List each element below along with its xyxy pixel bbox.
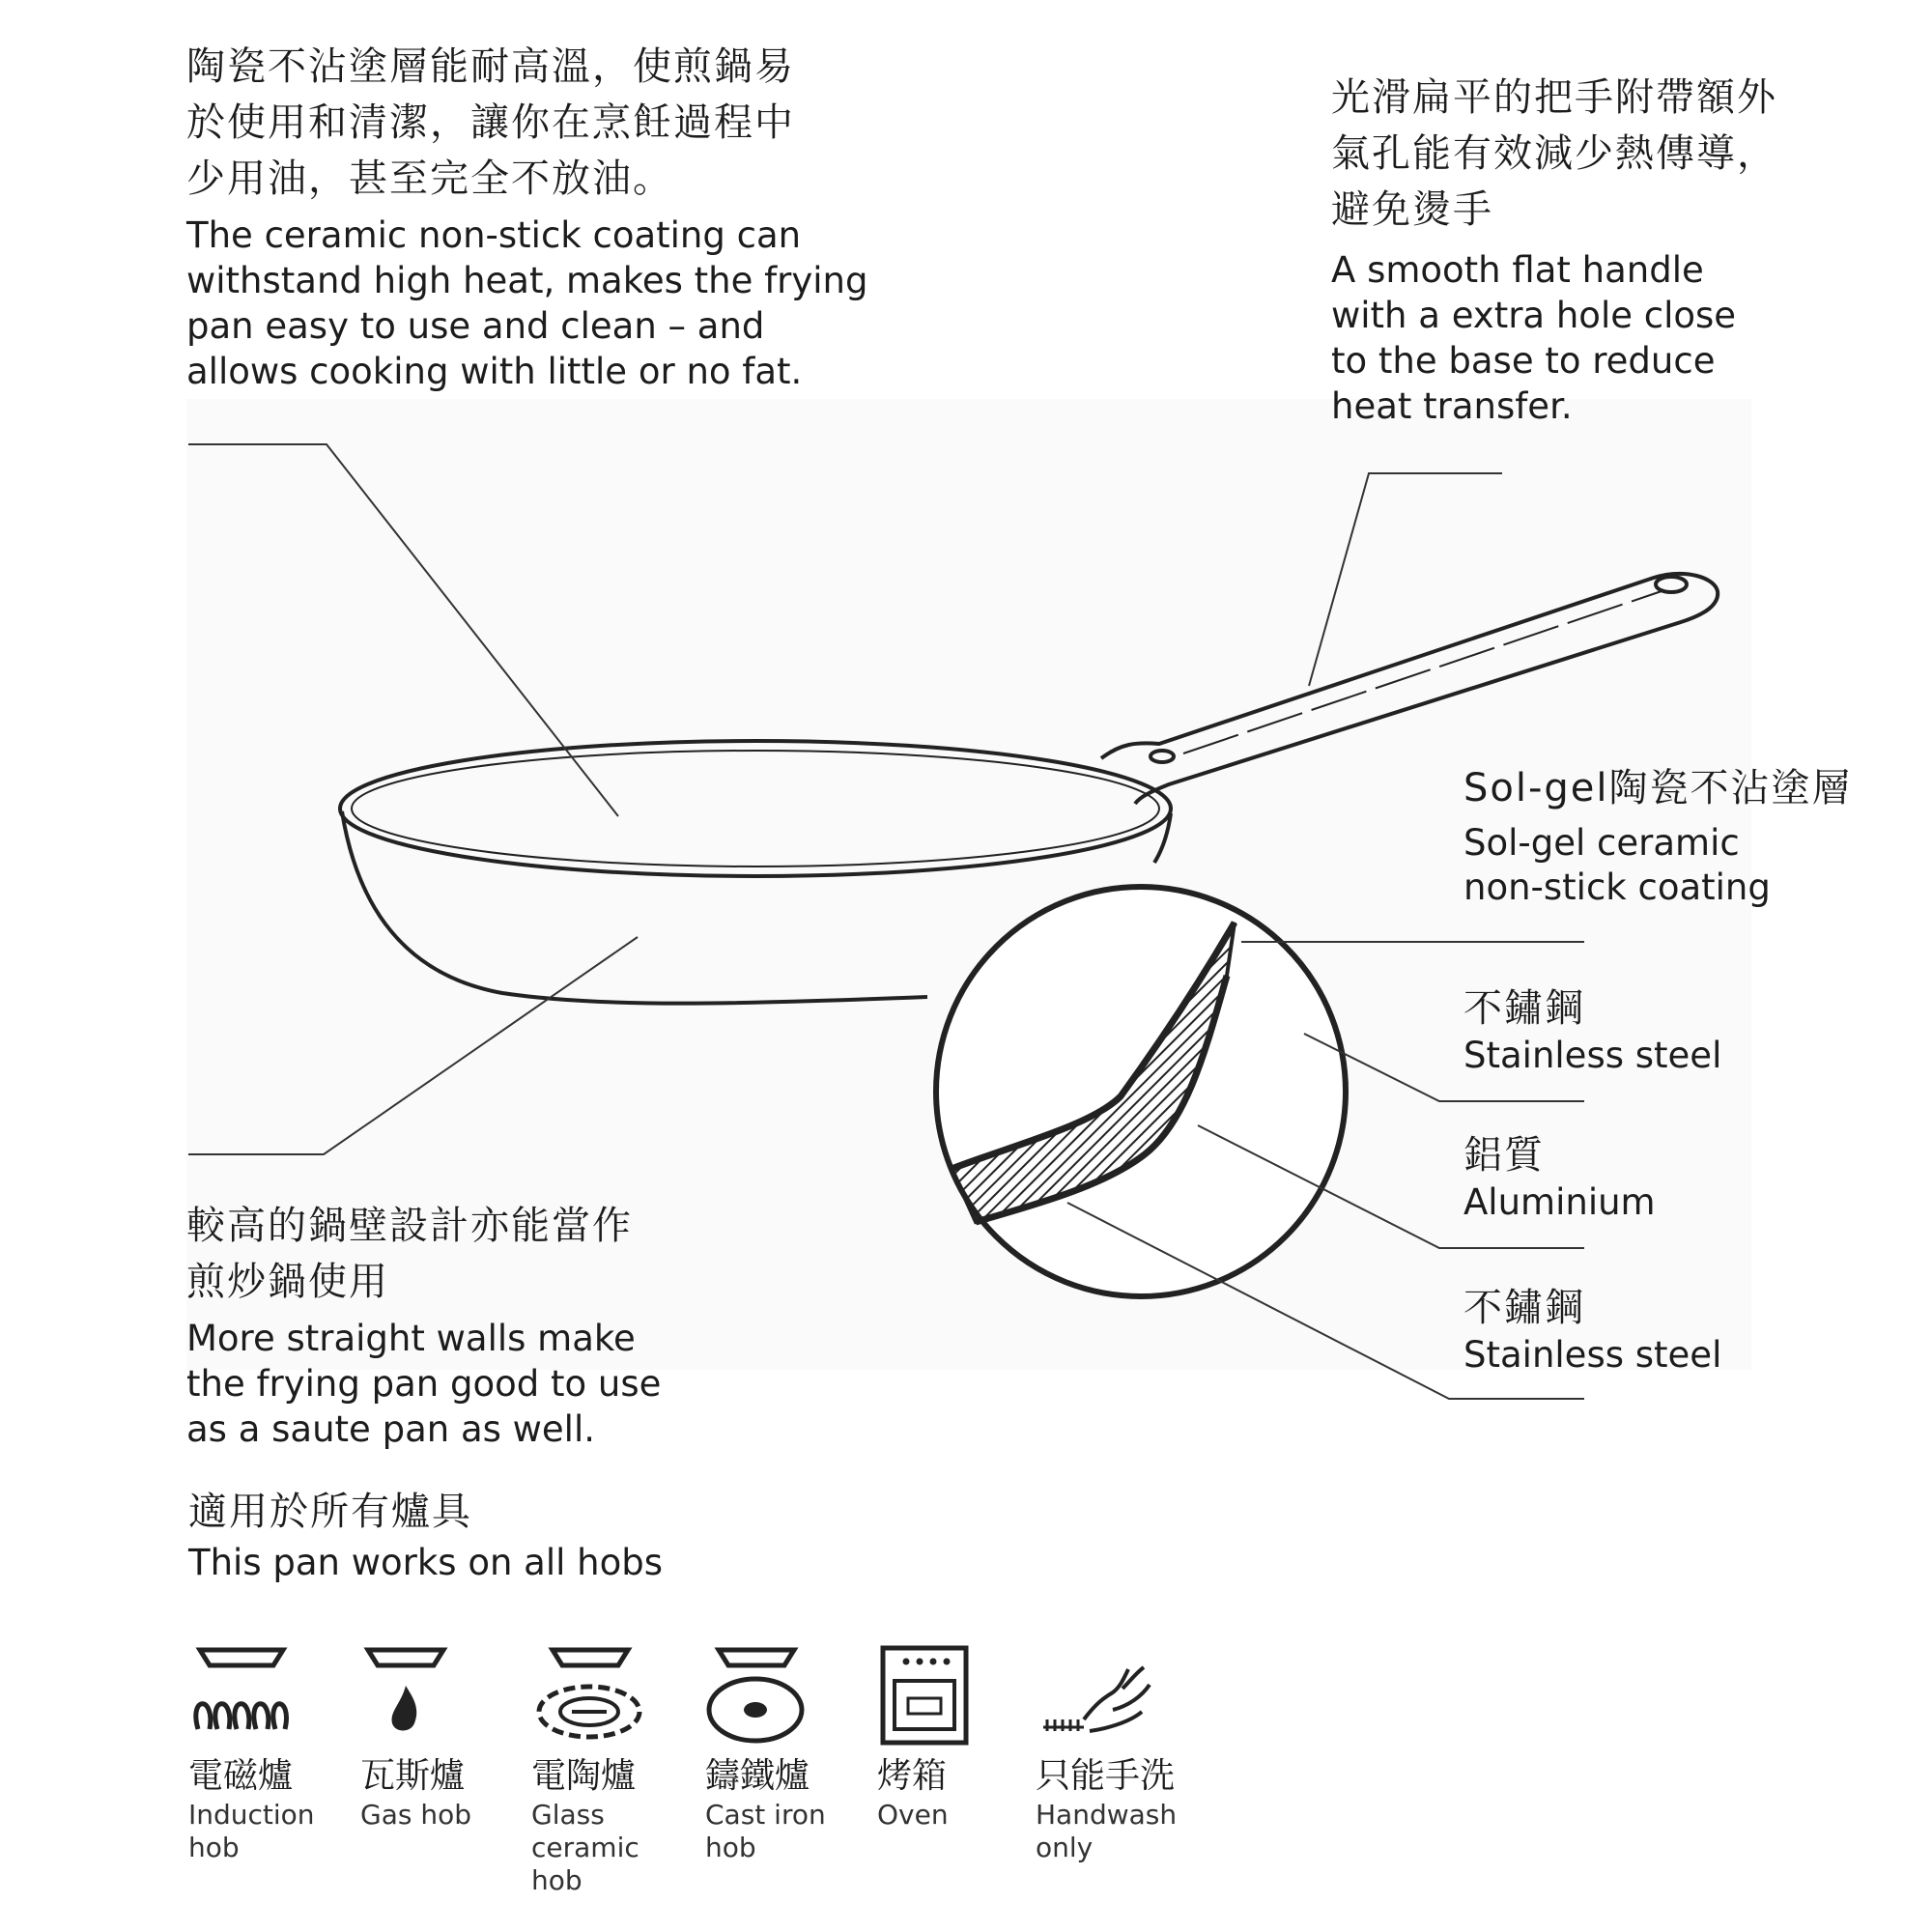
hob-gas	[360, 1642, 525, 1832]
hob-induction	[188, 1642, 353, 1864]
cross-section-detail	[936, 887, 1346, 1296]
gas-hob-icon	[360, 1642, 467, 1748]
hob-cast-iron	[705, 1642, 869, 1864]
hob-glass-ceramic	[531, 1642, 696, 1897]
layer-coating-en: Sol-gel ceramic non-stick coating	[1463, 822, 1771, 908]
handle-text-en: A smooth flat handle with a extra hole close to the base to reduce heat transfer.	[1331, 249, 1737, 427]
hob-gas-en: Gas hob	[360, 1799, 471, 1831]
handle-text-zh: 光滑扁平的把手附帶額外 氣孔能有效減少熱傳導， 避免燙手	[1331, 75, 1777, 232]
layer-label-coating	[1463, 763, 1918, 910]
layer-aluminium-zh: 鋁質	[1463, 1133, 1545, 1178]
handwash-icon	[1036, 1642, 1161, 1748]
hobs-heading-zh: 適用於所有爐具	[188, 1490, 472, 1534]
coating-text-en: The ceramic non-stick coating can withstand high heat, makes the frying pan easy to use and clean – and allows cooking with little or no fat.	[186, 214, 868, 392]
glass-ceramic-hob-icon	[531, 1642, 647, 1748]
hob-cast-iron-zh: 鑄鐵爐	[705, 1756, 810, 1796]
hob-induction-en: Induction hob	[188, 1799, 315, 1863]
layer-steel-1-en: Stainless steel	[1463, 1035, 1722, 1076]
hob-cast-iron-en: Cast iron hob	[705, 1799, 826, 1863]
hob-handwash-en: Handwash only	[1036, 1799, 1178, 1863]
layer-label-steel-1	[1463, 983, 1918, 1078]
hobs-heading-en: This pan works on all hobs	[188, 1542, 664, 1583]
layer-steel-2-zh: 不鏽鋼	[1463, 1286, 1585, 1330]
induction-hob-icon	[188, 1642, 295, 1748]
oven-icon	[877, 1642, 983, 1748]
walls-description	[186, 1198, 863, 1452]
layer-label-steel-2	[1463, 1283, 1918, 1378]
layer-steel-2-en: Stainless steel	[1463, 1334, 1722, 1376]
layer-steel-1-zh: 不鏽鋼	[1463, 986, 1585, 1031]
layer-aluminium-en: Aluminium	[1463, 1181, 1656, 1223]
hob-oven-en: Oven	[877, 1799, 949, 1831]
hob-handwash-zh: 只能手洗	[1036, 1756, 1176, 1796]
hob-handwash	[1036, 1642, 1229, 1864]
cast-iron-hob-icon	[705, 1642, 811, 1748]
layer-label-aluminium	[1463, 1130, 1918, 1225]
hob-oven-zh: 烤箱	[877, 1756, 948, 1796]
layer-coating-zh: Sol-gel陶瓷不沾塗層	[1463, 766, 1853, 810]
walls-text-en: More straight walls make the frying pan good to use as a saute pan as well.	[186, 1318, 662, 1450]
hobs-heading	[188, 1484, 961, 1585]
coating-text-zh: 陶瓷不沾塗層能耐高溫，使煎鍋易 於使用和清潔，讓你在烹飪過程中 少用油，甚至完全不放油。	[186, 44, 795, 201]
hob-glass-ceramic-en: Glass ceramic hob	[531, 1799, 639, 1896]
hob-glass-ceramic-zh: 電陶爐	[531, 1756, 637, 1796]
coating-description	[186, 39, 940, 394]
hob-oven	[877, 1642, 1041, 1832]
hob-induction-zh: 電磁爐	[188, 1756, 294, 1796]
walls-text-zh: 較高的鍋壁設計亦能當作 煎炒鍋使用	[186, 1204, 633, 1304]
handle-description	[1331, 70, 1911, 429]
hob-gas-zh: 瓦斯爐	[360, 1756, 466, 1796]
